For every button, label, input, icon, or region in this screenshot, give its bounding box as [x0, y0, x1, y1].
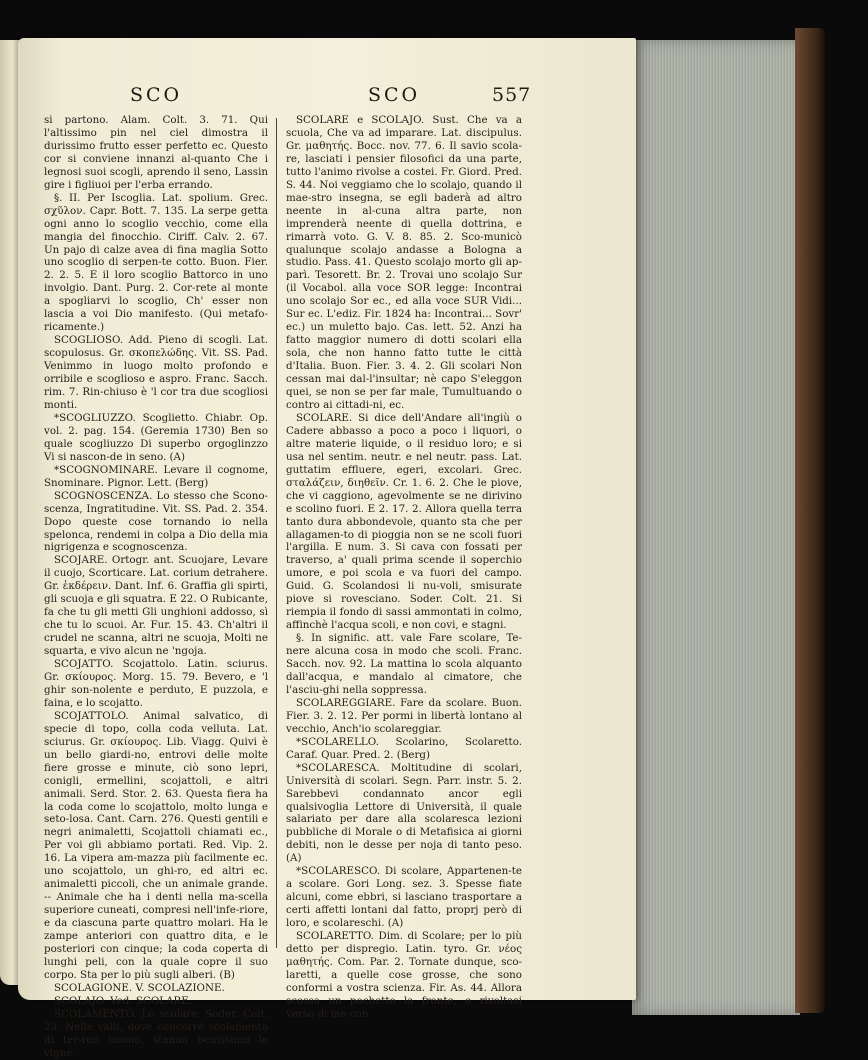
dictionary-entry: §. In signific. att. vale Fare scolare, Te-nere alcuna cosa in modo che scoli. Franc. Sacch. nov. 92. La mattina lo scola alquanto dall'acqua, e mandalo al cimatore, che l'asciu-ghi nella soppressa. — [286, 632, 522, 696]
left-running-head: SCO — [130, 84, 183, 106]
right-column — [286, 114, 522, 1021]
dictionary-entry: *SCOLARESCA. Moltitudine di scolari, Università di scolari. Segn. Parr. instr. 5. 2. Sarebbevi condannato ancor egli qualsivoglia Lettore di Università, il quale salariato per dare alla scolaresca lezioni pubbliche di Morale o di Metafisica ai giorni debiti, non le desse per noja di tanto peso. (A) — [286, 761, 522, 865]
dictionary-entry: *SCOGNOMINARE. Levare il cognome, Snominare. Pignor. Lett. (Berg) — [44, 463, 268, 489]
dictionary-entry: *SCOGLIUZZO. Scoglietto. Chiabr. Op. vol. 2. pag. 154. (Geremia 1730) Ben so quale scogliuzzo Di superbo orgoglinzzo Vi si nascon-de in seno. (A) — [44, 411, 268, 463]
dictionary-entry: SCOLARE e SCOLAJO. Sust. Che va a scuola, Che va ad imparare. Lat. discipulus. Gr. μαθητής. Bocc. nov. 77. 6. Il savio scola-re, lasciati i pensier filosofici da una parte, tutto l'animo rivolse a costei. Fr. Giord. Pred. S. 44. Noi veggiamo che lo scolajo, quando il mae-stro insegna, se egli baderà ad altro neente in al-cuna altra parte, non imprenderà neente di quella dottrina, e rimarrà voto. G. V. 8. 85. 2. Sco-municò qualunque scolajo andasse a Bologna a studio. Pass. 41. Questo scolajo morto gli ap-parì. Tesorett. Br. 2. Trovai uno scolajo Sur (il Vocabol. alla voce SOR legge: Incontrai uno scolajo Sor ec., ed alla voce SUR Vidi... Sur ec. L'ediz. Fir. 1824 ha: Incontrai... Sovr' ec.) un muletto bajo. Cas. lett. 52. Anzi ha fatto maggior numero di dotti scolari ella sola, che non hanno fatto tutte le città d'Italia. Buon. Fier. 3. 4. 2. Gli scolari Non cessan mai dal-l'insultar; nè capo S'eleggon quei, se non se per far male, Tumultuando o contro ai cittadi-ni, ec. — [286, 114, 522, 411]
book-cover — [795, 28, 825, 1013]
dictionary-entry: SCOJARE. Ortogr. ant. Scuojare, Levare il cuojo, Scorticare. Lat. corium detrahere. Gr. ἐκδέρειν. Dant. Inf. 6. Graffia gli spirti, gli scuoja e gli squatra. E 22. O Rubicante, fa che tu gli metti Gli unghioni addosso, sì che tu lo scuoi. Ar. Fur. 15. 43. Ch'altri il crudel ne scanna, altri ne scuoja, Molti ne squarta, e vivo alcun ne 'ngoja. — [44, 554, 268, 658]
center-running-head: SCO — [368, 84, 421, 106]
dictionary-entry: SCOGNOSCENZA. Lo stesso che Scono-scenza, Ingratitudine. Vit. SS. Pad. 2. 354. Dopo queste cose tornando io nella spelonca, rendemi in colpa a Dio della mia nigrigenza e scognoscenza. — [44, 489, 268, 554]
dictionary-entry: SCOLARETTO. Dim. di Scolare; per lo più detto per dispregio. Latin. tyro. Gr. νέος μαθητής. Com. Par. 2. Tornate dunque, sco-laretti, a quelle cose grosse, che sono conformi a vostra scienza. Fir. As. 44. Allora scossa un pochetto la fronte, e rivoltasi verso di me con — [286, 930, 522, 1020]
dictionary-entry: *SCOLARELLO. Scolarino, Scolaretto. Caraf. Quar. Pred. 2. (Berg) — [286, 735, 522, 761]
dictionary-entry: SCOLAMENTO. Lo scolare. Soder. Colt. 23. Nelle valli, dove concorre scolamento di ter-ren buono, stanno benissimo le vigne. — [44, 1007, 268, 1059]
dictionary-entry: SCOLAJO. Ved. SCOLARE. — [54, 994, 193, 1007]
dictionary-entry: SCOJATTO. Scojattolo. Latin. sciurus. Gr. σκίουρος. Morg. 15. 79. Bevero, e 'l ghir son-nolente e perduto, E puzzola, e faina, e lo scojatto. — [44, 658, 268, 709]
dictionary-entry: §. II. Per Iscoglia. Lat. spolium. Grec. σχῦλον. Capr. Bott. 7. 135. La serpe getta ogni anno lo scoglio vecchio, come ella mangia del finocchio. Ciriff. Calv. 2. 67. Un pajo di calze avea di fina maglia Sotto uno scoglio di serpen-te cotto. Buon. Fier. 2. 2. 5. E il loro scoglio Battorco in uno involgio. Dant. Purg. 2. Cor-rete al monte a spogliarvi lo scoglio, Ch' esser non lascia a voi Dio manifesto. (Qui metafo-ricamente.) — [44, 191, 268, 334]
page-header — [18, 84, 636, 114]
dictionary-entry: SCOLARE. Si dice dell'Andare all'ingiù o Cadere abbasso a poco a poco i liquori, o altre materie liquide, o il residuo loro; e si usa nel sentim. neutr. e nel neutr. pass. Lat. guttatim effluere, egeri, excolari. Grec. σταλάζειν, διηθεῖν. Cr. 1. 6. 2. Che le piove, che vi caggiono, agevolmente se ne dirivino e scolino fuori. E 2. 17. 2. Allora quella terra tanto dura abbondevole, quanto sta che per allagamen-to di pioggia non se ne scoli fuori l'argilla. E num. 3. Si cava con fossati per traverso, a' quali prima scende il soperchio umore, e poi scola e va fuori del campo. Guid. G. Scolandosi li nu-voli, smisurate piove si rovesciano. Soder. Colt. 21. Si riempia il fondo di sassi ammontati in colmo, affinchè l'acqua scoli, e non covi, e stagni. — [286, 411, 522, 632]
page-block-edge — [632, 40, 800, 1015]
column-divider — [276, 118, 277, 948]
dictionary-entry: SCOGLIOSO. Add. Pieno di scogli. Lat. scopulosus. Gr. σκοπελώδης. Vit. SS. Pad. Venimmo in luogo molto profondo e orribile e scoglioso e aspro. Franc. Sacch. rim. 7. Rin-chiuso è 'l cor tra due scogliosi monti. — [44, 334, 268, 411]
dictionary-entry: SCOLAREGGIARE. Fare da scolare. Buon. Fier. 3. 2. 12. Per pormi in libertà lontano al vecchio, Anch'io scolareggiar. — [286, 696, 522, 735]
left-page-edge — [0, 40, 20, 985]
dictionary-entry: SCOLAGIONE. V. SCOLAZIONE. — [54, 981, 225, 994]
dictionary-entry: si partono. Alam. Colt. 3. 71. Qui l'altissimo pin nel ciel dimostra il durissimo frutto esser perfetto ec. Questo cor si conviene innanzi al-quanto Che i legnosi suoi scogli, aprendo il seno, Lassin gire i figliuoi per l'erba errando. — [44, 114, 268, 191]
left-column — [44, 114, 268, 1060]
page-number: 557 — [492, 84, 532, 106]
dictionary-entry: SCOJATTOLO. Animal salvatico, di specie di topo, colla coda velluta. Lat. sciurus. Gr. σκίουρος. Lib. Viagg. Quivi è un bello giardi-no, entrovi delle molte fiere grosse e minute, ciò sono lepri, conigli, ermellini, scojattoli, e altri animali. Serd. Stor. 2. 63. Questa fiera ha la coda come lo scojattolo, molto lunga e seto-losa. Cant. Carn. 276. Questi gentili e negri animaletti, Scojattoli chiamati ec., Per voi gli abbiamo portati. Red. Vip. 2. 16. La vipera am-mazza più facilmente ec. uno scojattolo, un ghi-ro, ed altri ec. animaletti piccoli, che un animale grande. -- Animale che ha i denti nella ma-scella superiore cuneati, compresi nell'infe-riore, e da ciascuna parte quattro molari. Ha le zampe anteriori con quattro dita, e le posteriori con cinque; la coda coperta di lunghi peli, con la quale copre il suo corpo. Sta per lo più sugli alberi. (B) — [44, 709, 268, 981]
dictionary-entry: *SCOLARESCO. Di scolare, Appartenen-te a scolare. Gori Long. sez. 3. Spesse fiate alcuni, come ebbri, si lasciano trasportare a certi affetti lontani dal fatto, proprj però di loro, e scolareschi. (A) — [286, 865, 522, 930]
dictionary-page — [18, 38, 636, 1059]
